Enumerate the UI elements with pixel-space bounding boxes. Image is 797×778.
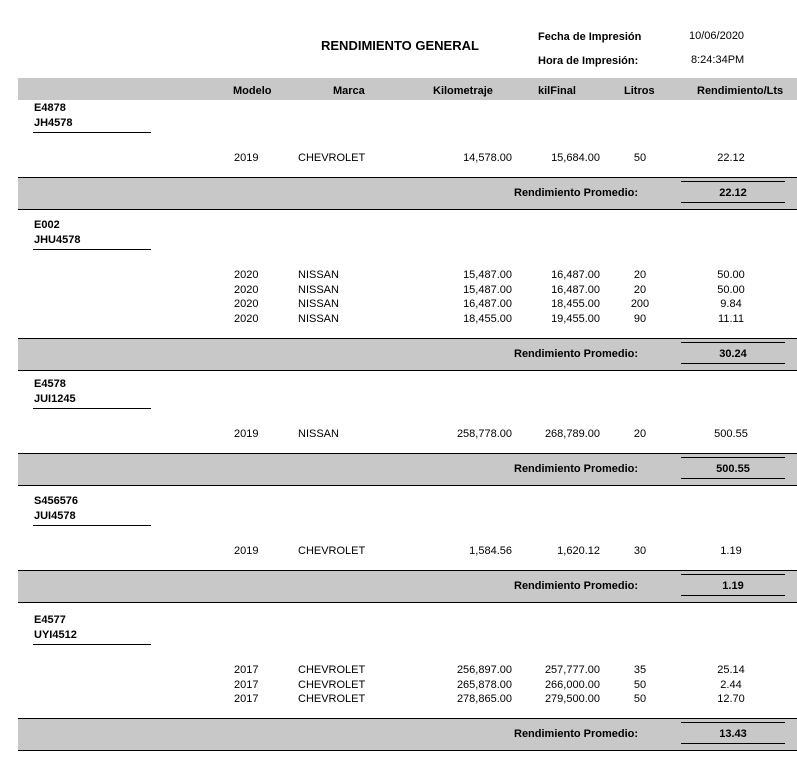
cell-kilfinal: 279,500.00 [544,693,600,705]
group-code: E002 [34,219,60,231]
cell-kilfinal: 268,789.00 [544,428,600,440]
cell-kilometraje: 265,878.00 [456,678,512,691]
group-plate: UYI4512 [34,629,77,641]
cell-modelo: 2020 [234,283,259,296]
summary-value: 13.43 [719,728,747,740]
cell-kilometraje: 15,487.00 [463,283,512,296]
cell-rendimiento: 50.00 [717,269,745,281]
cell-marca: CHEVROLET [298,664,366,676]
summary-value-underline [681,743,785,744]
cell-kilfinal: 266,000.00 [544,678,600,691]
summary-value: 1.19 [722,580,744,592]
cell-kilometraje: 258,778.00 [456,428,512,440]
group-underline [33,249,151,250]
cell-litros: 20 [633,428,647,440]
summary-value-underline [681,478,785,479]
summary-value: 500.55 [716,463,750,475]
column-header-rendimiento: Rendimiento/Lts [697,85,784,97]
cell-rendimiento: 25.14 [717,664,745,676]
cell-kilfinal: 19,455.00 [551,312,600,325]
print-date-value: 10/06/2020 [689,30,745,42]
group-plate: JHU4578 [34,234,81,246]
summary-value-underline [681,363,785,364]
cell-litros: 20 [633,283,647,296]
print-date-label: Fecha de Impresión [538,31,642,43]
summary-label: Rendimiento Promedio: [514,187,639,199]
cell-marca: CHEVROLET [298,678,366,691]
cell-rendimiento: 1.19 [720,545,742,557]
cell-modelo: 2020 [234,298,259,310]
cell-kilometraje: 16,487.00 [463,298,512,310]
summary-value-underline [681,595,785,596]
cell-kilometraje: 278,865.00 [456,693,512,705]
cell-kilfinal: 1,620.12 [557,545,600,557]
column-header-litros: Litros [624,85,655,97]
cell-modelo: 2017 [234,664,259,676]
summary-value: 30.24 [719,347,747,360]
group-code: E4578 [34,378,66,390]
column-header-bar [18,78,797,100]
cell-kilfinal: 16,487.00 [551,269,600,281]
group-underline [33,525,151,526]
column-header-modelo: Modelo [233,85,272,97]
cell-litros: 20 [633,269,647,281]
summary-label: Rendimiento Promedio: [514,580,639,592]
cell-kilfinal: 18,455.00 [551,298,600,310]
cell-kilometraje: 256,897.00 [456,664,512,676]
cell-marca: NISSAN [298,283,339,296]
cell-modelo: 2019 [234,545,259,557]
cell-marca: CHEVROLET [298,545,366,557]
cell-modelo: 2017 [234,693,259,705]
cell-litros: 90 [633,312,647,325]
summary-value-rule [681,722,785,723]
cell-litros: 50 [633,678,647,691]
group-code: S456576 [34,495,79,507]
column-header-marca: Marca [333,85,365,97]
cell-litros: 30 [633,545,647,557]
report-title: RENDIMIENTO GENERAL [321,38,479,53]
cell-kilometraje: 15,487.00 [463,269,512,281]
cell-marca: NISSAN [298,428,339,440]
summary-value-rule [681,457,785,458]
cell-rendimiento: 50.00 [717,283,745,296]
summary-label: Rendimiento Promedio: [514,347,639,360]
cell-modelo: 2019 [234,428,259,440]
cell-modelo: 2017 [234,678,259,691]
group-code: E4878 [34,102,66,114]
cell-modelo: 2020 [234,312,259,325]
group-underline [33,644,151,645]
cell-kilometraje: 1,584.56 [469,545,512,557]
cell-rendimiento: 11.11 [718,312,744,325]
group-underline [33,132,151,133]
cell-litros: 50 [633,152,647,164]
summary-value-rule [681,342,785,343]
summary-value-underline [681,202,785,203]
cell-marca: CHEVROLET [298,152,366,164]
column-header-kilometraje: Kilometraje [433,85,493,97]
cell-modelo: 2019 [234,152,259,164]
cell-kilometraje: 14,578.00 [463,152,512,164]
group-plate: JH4578 [34,117,73,129]
cell-kilfinal: 15,684.00 [551,152,600,164]
cell-kilometraje: 18,455.00 [463,312,512,325]
summary-label: Rendimiento Promedio: [514,463,639,475]
cell-rendimiento: 9.84 [720,298,742,310]
cell-marca: NISSAN [298,269,339,281]
cell-rendimiento: 22.12 [717,152,745,164]
cell-modelo: 2020 [234,269,259,281]
cell-marca: NISSAN [298,298,339,310]
summary-value-rule [681,181,785,182]
column-header-kilfinal: kilFinal [538,85,576,97]
cell-litros: 50 [633,693,647,705]
summary-label: Rendimiento Promedio: [514,728,639,740]
print-time-label: Hora de Impresión: [538,55,639,67]
cell-rendimiento: 12.70 [717,693,745,705]
print-time-value: 8:24:34PM [691,54,745,66]
cell-litros: 200 [630,298,650,310]
cell-litros: 35 [633,664,647,676]
group-underline [33,408,151,409]
cell-rendimiento: 2.44 [720,678,742,691]
cell-kilfinal: 257,777.00 [544,664,600,676]
cell-kilfinal: 16,487.00 [551,283,600,296]
group-code: E4577 [34,614,66,626]
summary-value-rule [681,574,785,575]
cell-rendimiento: 500.55 [714,428,748,440]
cell-marca: CHEVROLET [298,693,366,705]
group-plate: JUI1245 [34,393,76,405]
summary-value: 22.12 [719,187,747,199]
group-plate: JUI4578 [34,510,76,522]
cell-marca: NISSAN [298,312,339,325]
